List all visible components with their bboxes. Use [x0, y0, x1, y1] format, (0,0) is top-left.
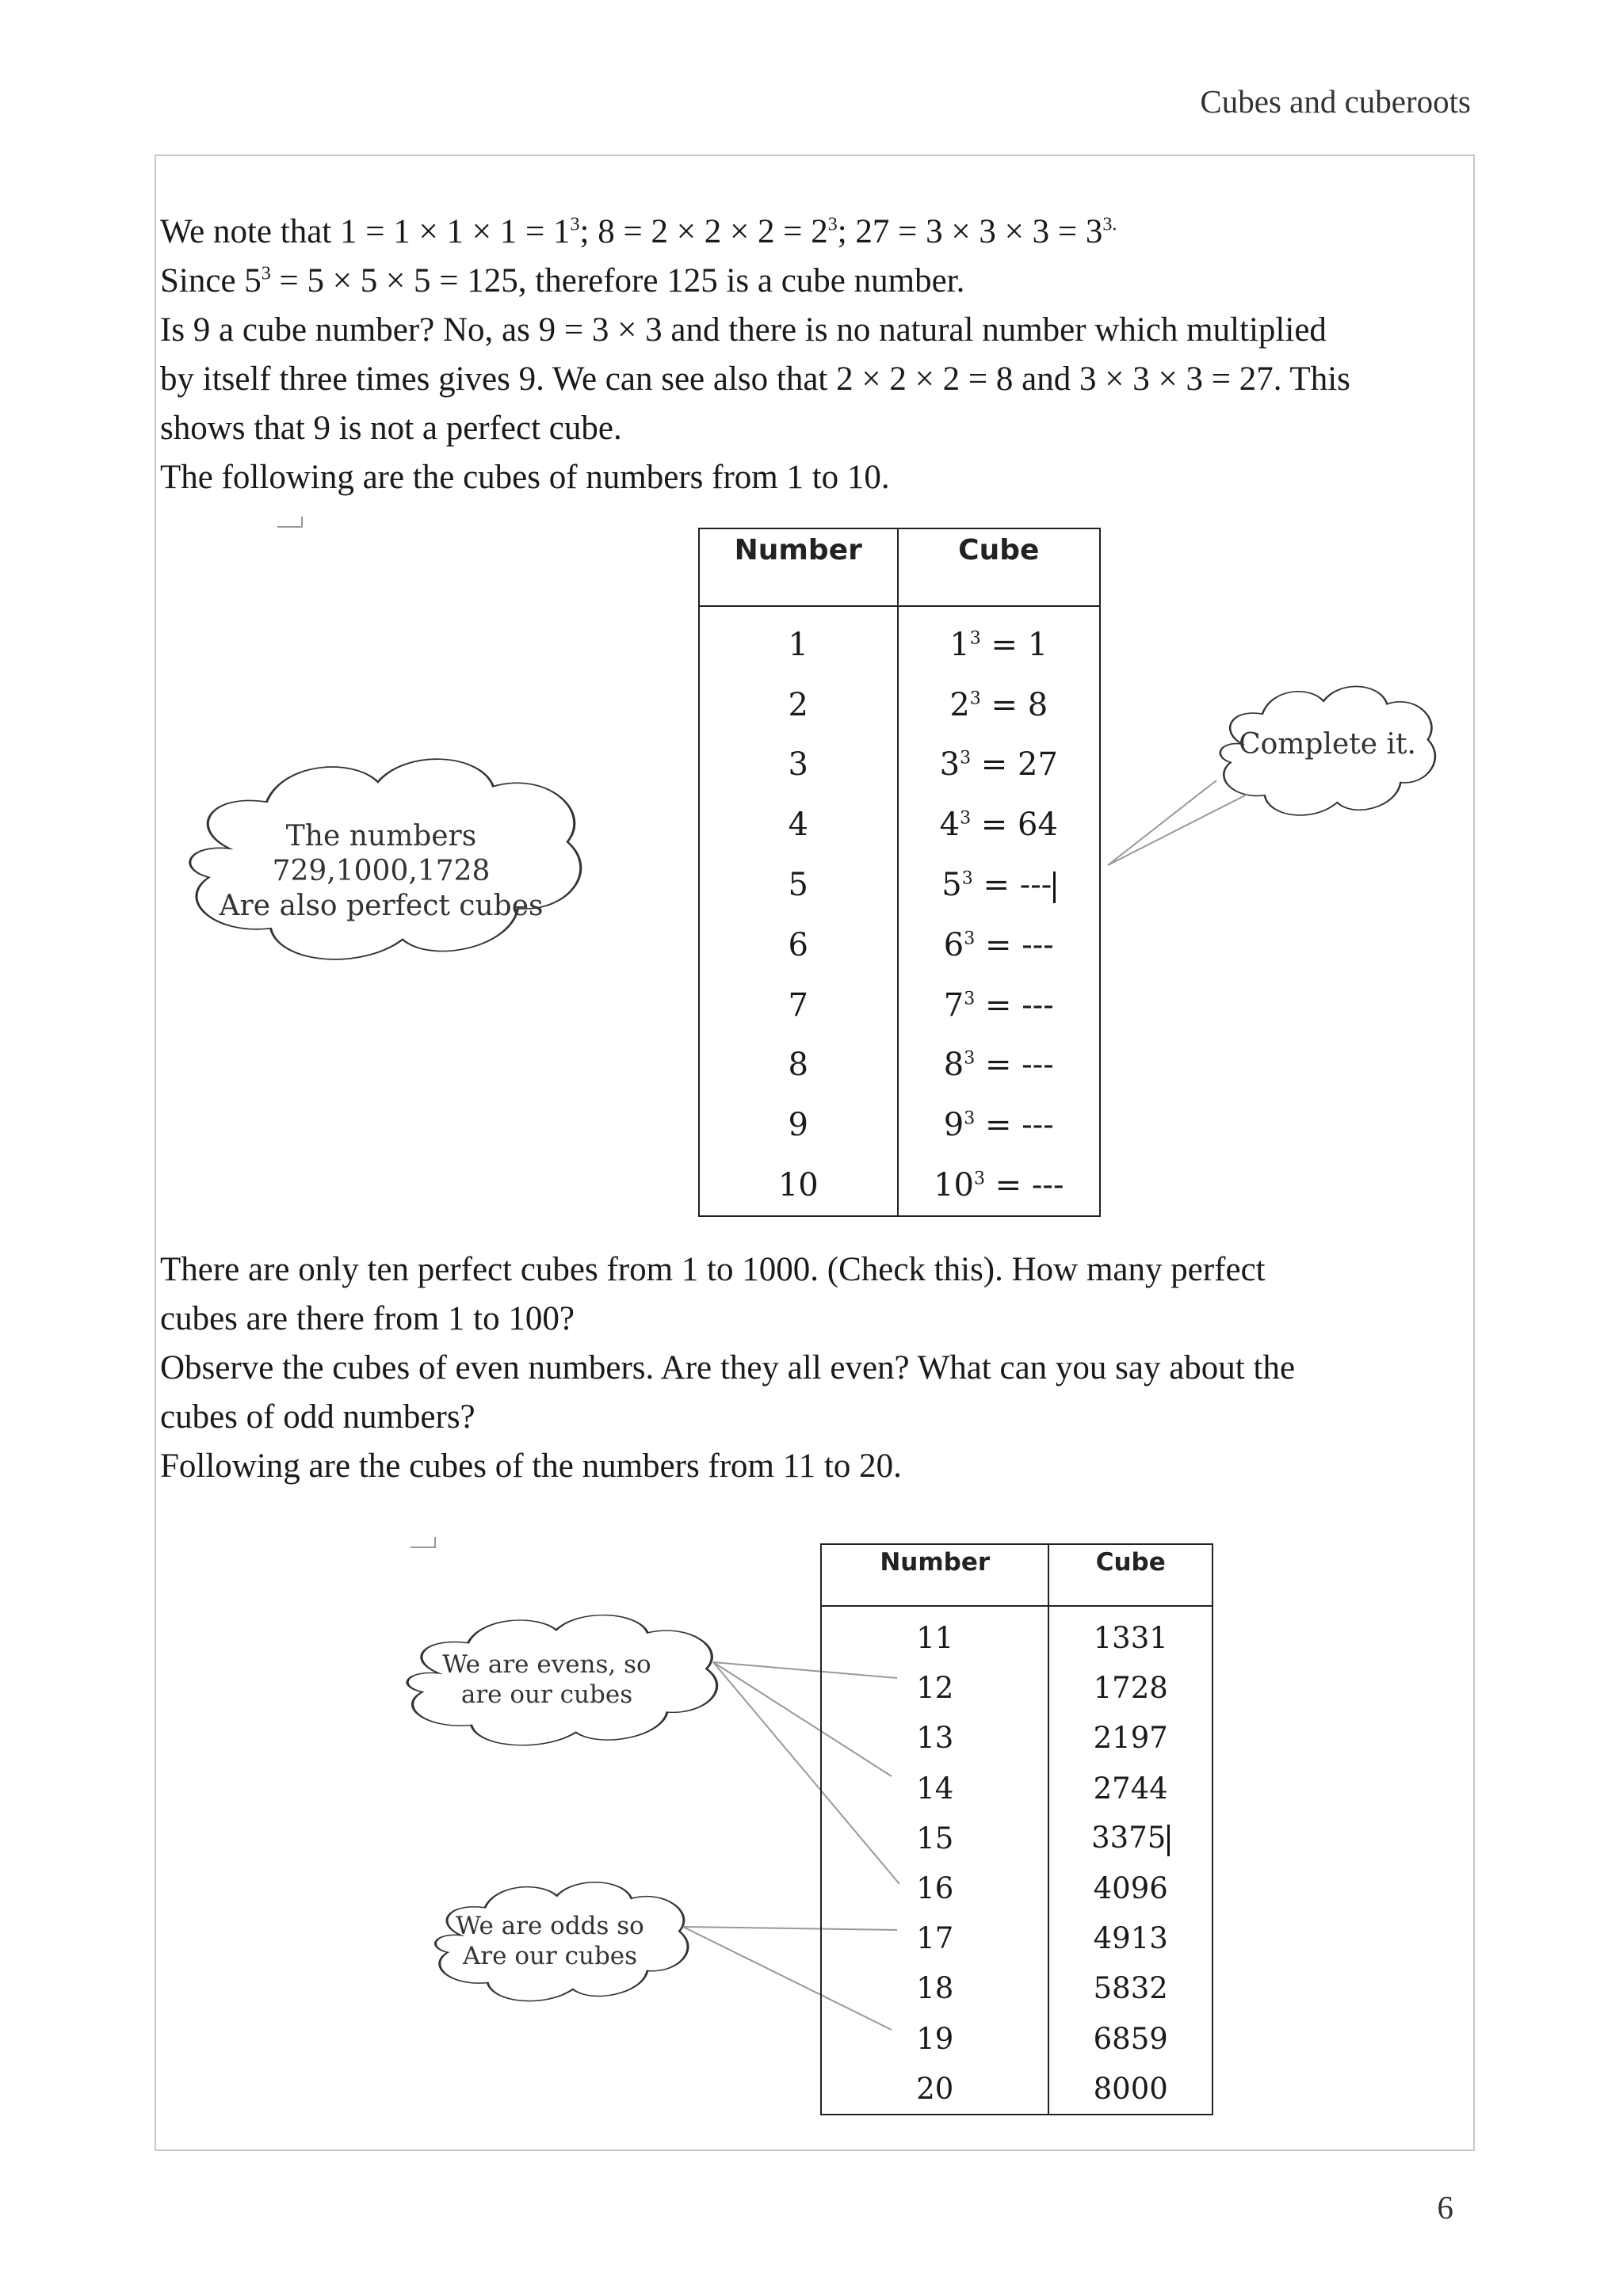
odds-callout-text: We are odds so Are our cubes	[456, 1912, 644, 1970]
cube-value: = ---	[984, 1167, 1064, 1204]
table-row	[821, 2014, 1212, 2064]
number-column-header: Number	[821, 1544, 1048, 1606]
cube-value: = ---	[975, 926, 1054, 963]
cube-value: 2744	[1093, 1771, 1168, 1806]
cube-cell	[1048, 1863, 1212, 1913]
cubes-11-to-20-table	[820, 1543, 1213, 2115]
cube-cell	[1048, 2014, 1212, 2064]
cube-value: 5832	[1093, 1971, 1168, 2006]
cube-cell	[1048, 2064, 1212, 2115]
cube-column-header: Cube	[898, 528, 1100, 606]
table-header-row	[821, 1544, 1212, 1606]
middle-line-4: cubes of odd numbers?	[160, 1398, 475, 1436]
number-column-header: Number	[699, 528, 898, 606]
cube-value: = 1	[980, 626, 1048, 663]
middle-line-5: Following are the cubes of the numbers from 11 to 20.	[160, 1447, 902, 1485]
table-row	[821, 2064, 1212, 2115]
cube-value: = ---	[975, 1047, 1054, 1084]
cube-base: 2	[949, 686, 970, 723]
cube-value: = ---	[975, 1107, 1054, 1144]
table-row	[821, 1713, 1212, 1763]
cube-value: 4913	[1093, 1921, 1168, 1956]
cube-cell	[1048, 1764, 1212, 1814]
number-cell: 6	[788, 926, 808, 963]
table-row	[821, 1913, 1212, 1963]
table-row	[821, 1863, 1212, 1913]
cube-exponent: 3	[961, 868, 973, 889]
complete-it-callout-text: Complete it.	[1239, 728, 1416, 761]
cube-exponent: 3	[973, 1169, 985, 1189]
cube-value: 1728	[1093, 1671, 1168, 1706]
cube-base: 7	[943, 986, 964, 1024]
number-cell: 12	[916, 1671, 954, 1706]
number-cell: 2	[788, 686, 808, 723]
table-row	[821, 1606, 1212, 1663]
table-row	[821, 1963, 1212, 2013]
number-cell: 13	[916, 1721, 954, 1756]
cube-base: 6	[943, 926, 964, 963]
cube-value: 1331	[1093, 1621, 1168, 1656]
number-cell: 9	[788, 1107, 808, 1144]
number-cell: 7	[788, 986, 808, 1024]
cube-exponent: 3	[969, 688, 981, 709]
cube-value: 6859	[1093, 2021, 1168, 2056]
text-cursor	[1167, 1825, 1170, 1856]
cube-base: 5	[941, 867, 962, 904]
cube-cell	[1048, 1963, 1212, 2013]
cube-base: 10	[934, 1167, 974, 1204]
pointer-line	[1108, 780, 1216, 865]
cube-cell	[1048, 1663, 1212, 1713]
number-cell: 3	[788, 746, 808, 784]
cube-exponent: 3	[964, 929, 976, 949]
number-cell: 14	[916, 1771, 954, 1806]
cube-value: 8000	[1093, 2071, 1168, 2106]
anchor-mark	[411, 1537, 436, 1548]
intro-line-2: Since $5^3 = 5 \times 5 \times 5 = 125$, therefore 125 is a cube number.	[160, 262, 965, 299]
cube-exponent: 3	[969, 628, 981, 649]
cube-cell	[1048, 1713, 1212, 1763]
cube-value: = 64	[971, 807, 1058, 844]
cube-base: 8	[943, 1047, 964, 1084]
cube-exponent: 3	[964, 1108, 976, 1129]
number-cell: 8	[788, 1047, 808, 1084]
page-number: 6	[1437, 2189, 1453, 2225]
middle-line-2: cubes are there from 1 to 100?	[160, 1300, 575, 1337]
cube-cell	[1048, 1606, 1212, 1663]
number-cell: 1	[788, 626, 808, 663]
middle-line-1: There are only ten perfect cubes from 1 to 1000. (Check this). How many perfect	[160, 1251, 1266, 1288]
table-row	[821, 1814, 1212, 1863]
cube-exponent: 3	[960, 808, 972, 829]
cube-cell	[1048, 1814, 1212, 1863]
evens-callout-text: We are evens, so are our cubes	[442, 1650, 651, 1709]
intro-line-1: We note that $1 = 1 \times 1 \times 1 = 1^3$; $8 = 2 \times 2 \times 2 = 2^3$; $27 = 3 \times 3 \times 3 = 3^{3.}$	[160, 213, 1117, 250]
intro-line-6: The following are the cubes of numbers from 1 to 10.	[160, 459, 890, 496]
pointer-line	[1108, 794, 1248, 865]
cube-base: 3	[939, 746, 960, 784]
number-cell: 4	[788, 807, 808, 844]
table-row	[821, 1764, 1212, 1814]
cube-value: = 8	[980, 686, 1048, 723]
cube-exponent: 3	[960, 749, 972, 769]
cube-base: 9	[943, 1107, 964, 1144]
table-row	[821, 1663, 1212, 1713]
cube-value: = 27	[971, 746, 1058, 784]
number-cell: 5	[788, 867, 808, 904]
number-cell: 20	[916, 2071, 954, 2106]
cube-value: = ---	[975, 986, 1054, 1024]
intro-line-5: shows that 9 is not a perfect cube.	[160, 410, 622, 447]
number-cell: 18	[916, 1971, 954, 2006]
cube-base: 1	[949, 626, 970, 663]
intro-line-4: by itself three times gives 9. We can see also that 2 × 2 × 2 = 8 and 3 × 3 × 3 = 27. This	[160, 360, 1350, 398]
cube-cell	[1048, 1913, 1212, 1963]
number-cell: 15	[916, 1821, 954, 1855]
cube-value: 2197	[1093, 1721, 1168, 1756]
cube-exponent: 3	[964, 989, 976, 1009]
cube-value: 3375	[1091, 1821, 1167, 1855]
number-cell: 16	[916, 1871, 954, 1906]
number-cell: 10	[777, 1167, 819, 1204]
cube-exponent: 3	[964, 1049, 976, 1070]
number-cell: 19	[916, 2021, 954, 2056]
number-cell: 17	[916, 1921, 954, 1956]
middle-line-3: Observe the cubes of even numbers. Are they all even? What can you say about the	[160, 1349, 1296, 1386]
cube-value: 4096	[1093, 1871, 1168, 1906]
cube-column-header: Cube	[1048, 1544, 1212, 1606]
running-header: Cubes and cuberoots	[1200, 83, 1471, 120]
perfect-cubes-callout-text: The numbers 729,1000,1728 Are also perfect cubes	[219, 820, 544, 922]
number-cell: 11	[916, 1621, 954, 1656]
intro-line-3: Is 9 a cube number? No, as 9 = 3 × 3 and there is no natural number which multiplied	[160, 311, 1327, 349]
cube-base: 4	[939, 807, 960, 844]
cube-value: = ---	[972, 867, 1052, 904]
